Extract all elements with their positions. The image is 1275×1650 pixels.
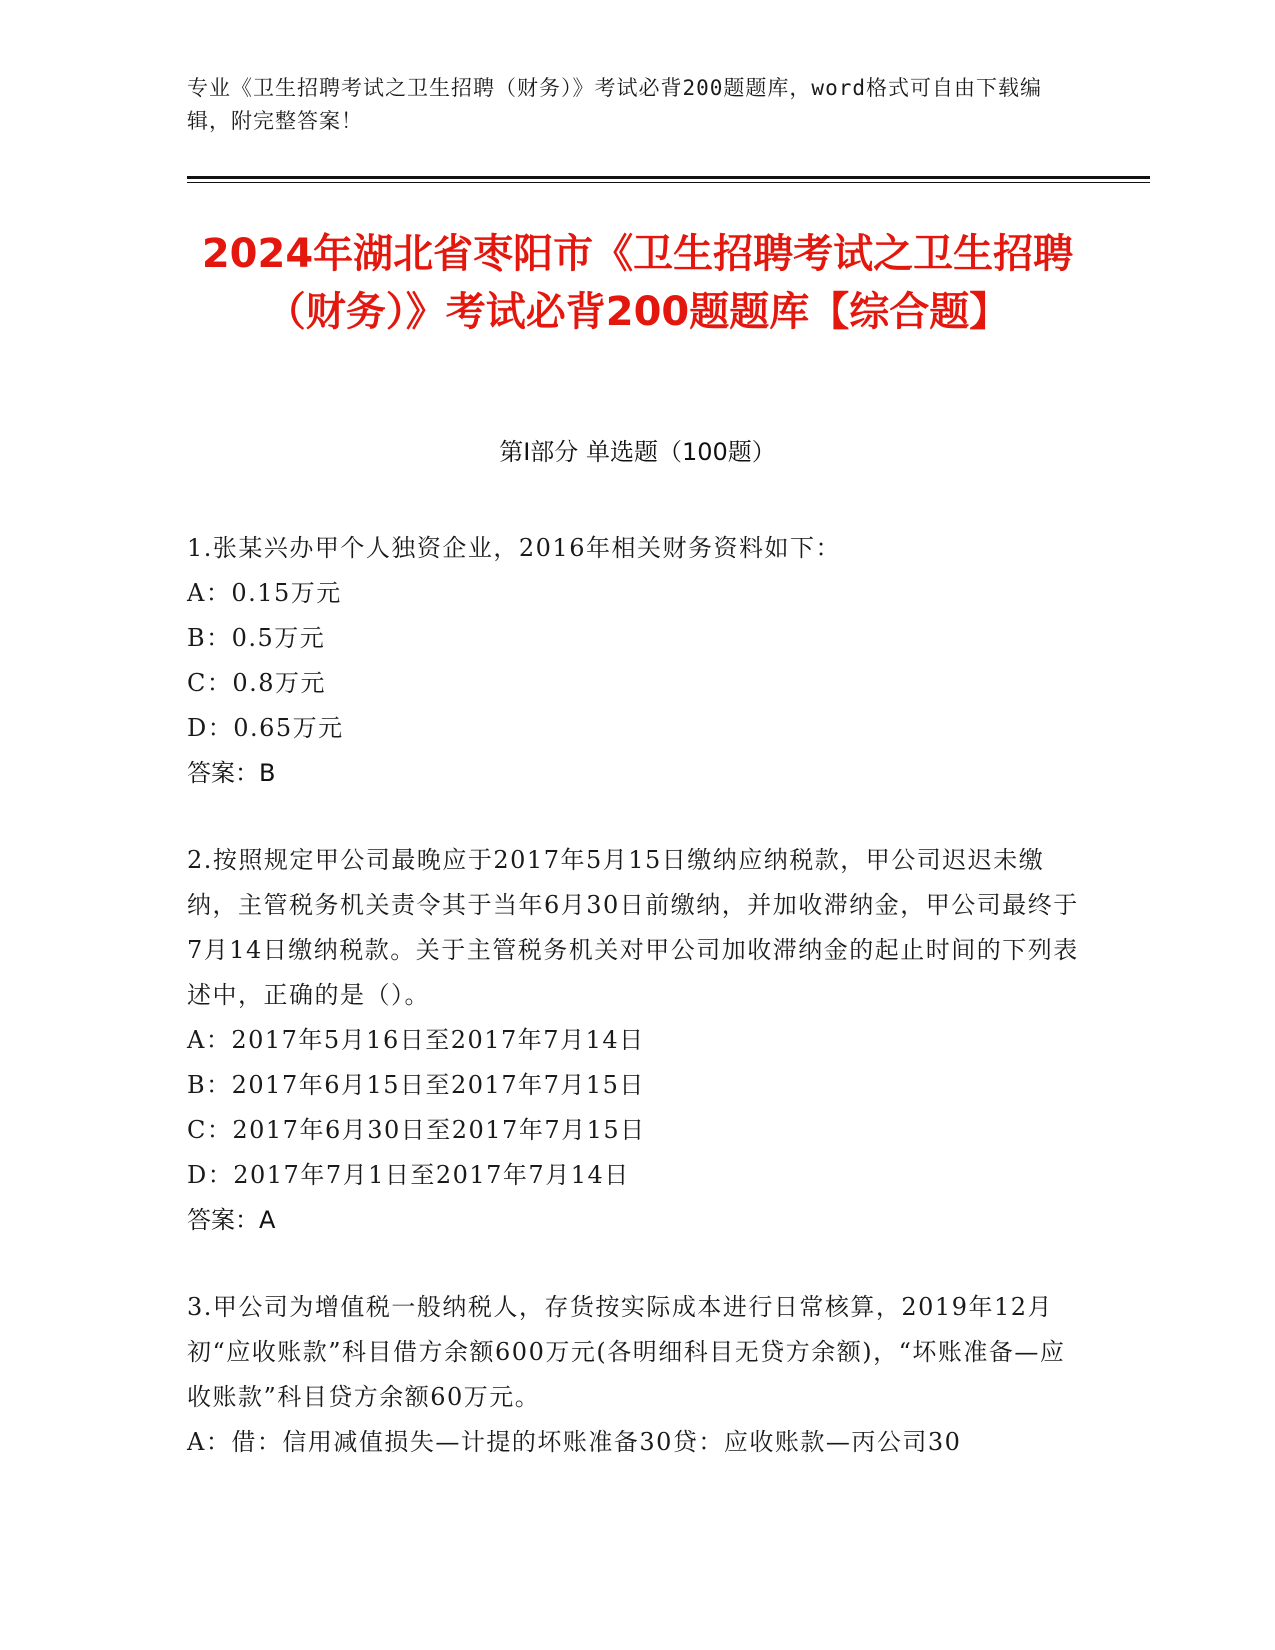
question-list — [187, 526, 1087, 1507]
option-a: A：0.15万元 — [187, 579, 342, 607]
option-a: A：借：信用减值损失—计提的坏账准备30贷：应收账款—丙公司30 — [187, 1428, 962, 1456]
question-2 — [187, 838, 1087, 1243]
answer: 答案：A — [187, 1206, 276, 1234]
question-3 — [187, 1285, 1087, 1465]
question-1 — [187, 526, 1087, 796]
header-rule-thin — [187, 182, 1150, 183]
option-c: C：2017年6月30日至2017年7月15日 — [187, 1116, 646, 1144]
header-note: 专业《卫生招聘考试之卫生招聘（财务）》考试必背200题题库，word格式可自由下载编辑，附完整答案！ — [187, 76, 1042, 133]
option-b: B：2017年6月15日至2017年7月15日 — [187, 1071, 645, 1099]
question-stem: 3.甲公司为增值税一般纳税人，存货按实际成本进行日常核算，2019年12月初“应收账款”科目借方余额600万元(各明细科目无贷方余额)，“坏账准备—应收账款”科目贷方余额60万元。 — [187, 1293, 1066, 1411]
question-stem: 2.按照规定甲公司最晚应于2017年5月15日缴纳应纳税款，甲公司迟迟未缴纳，主管税务机关责令其于当年6月30日前缴纳，并加收滞纳金，甲公司最终于7月14日缴纳税款。关于主管税务机关对甲公司加收滞纳金的起止时间的下列表述中，正确的是（）。 — [187, 846, 1079, 1009]
option-d: D：2017年7月1日至2017年7月14日 — [187, 1161, 630, 1189]
header-rule-thick — [187, 176, 1150, 179]
option-a: A：2017年5月16日至2017年7月14日 — [187, 1026, 645, 1054]
question-stem: 1.张某兴办甲个人独资企业，2016年相关财务资料如下： — [187, 534, 841, 562]
option-b: B：0.5万元 — [187, 624, 326, 652]
option-c: C：0.8万元 — [187, 669, 327, 697]
option-d: D：0.65万元 — [187, 714, 344, 742]
document-title: 2024年湖北省枣阳市《卫生招聘考试之卫生招聘（财务）》考试必背200题题库【综合题】 — [201, 231, 1074, 335]
section-title: 第Ⅰ部分 单选题（100题） — [499, 438, 776, 466]
answer: 答案：B — [187, 759, 276, 787]
